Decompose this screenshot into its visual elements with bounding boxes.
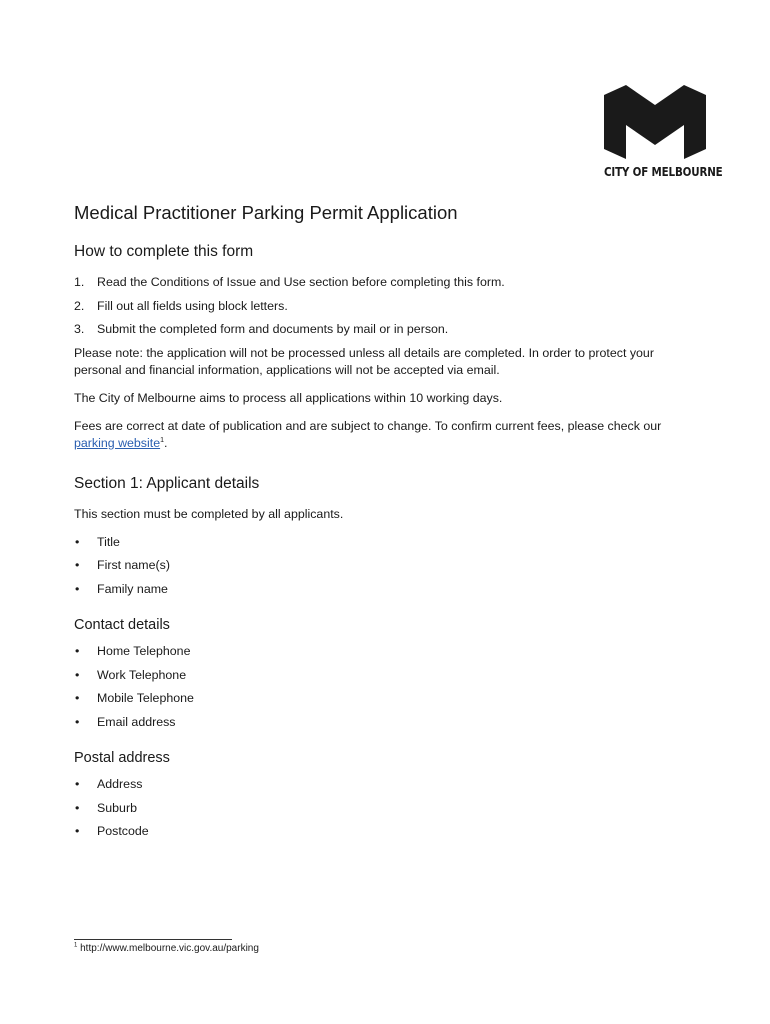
list-item: • Email address (75, 714, 176, 729)
section1-heading: Section 1: Applicant details (74, 474, 260, 492)
footnote-ref: 1 (160, 436, 164, 444)
list-item: 3. Submit the completed form and documents by mail or in person. (74, 322, 449, 336)
page-title: Medical Practitioner Parking Permit Application (74, 202, 458, 223)
postal-address-list (74, 776, 694, 840)
list-item: • Mobile Telephone (75, 691, 194, 705)
footnote-url: http://www.melbourne.vic.gov.au/parking (77, 943, 259, 954)
city-of-melbourne-logo (604, 85, 723, 179)
applicant-details-list (74, 534, 694, 598)
logo-text: CITY OF MELBOURNE (604, 165, 723, 179)
processing-paragraph: The City of Melbourne aims to process all applications within 10 working days. (74, 390, 503, 405)
contact-details-heading: Contact details (74, 617, 170, 633)
footnote: $^1$ http://www.melbourne.vic.gov.au/parking (74, 942, 259, 954)
fees-paragraph: Fees are correct at date of publication and are subject to change. To confirm current fees, please check our parking website$^1$. (74, 418, 662, 450)
list-item: • Home Telephone (75, 644, 191, 658)
contact-details-list (74, 643, 694, 731)
list-item: 2. Fill out all fields using block letters. (74, 298, 288, 313)
parking-website-link[interactable]: parking website (74, 435, 161, 450)
m-logo-icon (604, 85, 706, 159)
please-note-paragraph: Please note: the application will not be processed unless all details are completed. In order to protect your personal and financial information, applications will not be accepted via email. (74, 345, 654, 377)
list-item: • Suburb (75, 800, 137, 815)
list-item: • First name(s) (75, 558, 170, 572)
list-item: 1. Read the Conditions of Issue and Use section before completing this form. (74, 275, 505, 289)
postal-address-heading: Postal address (74, 750, 170, 766)
section1-intro: This section must be completed by all applicants. (74, 506, 344, 521)
list-item: • Family name (75, 581, 168, 596)
list-item: • Title (75, 534, 120, 549)
form-content (74, 202, 694, 847)
footnote-divider (74, 939, 232, 940)
list-item: • Postcode (75, 824, 149, 838)
how-to-heading: How to complete this form (74, 243, 254, 260)
steps-list (74, 274, 694, 338)
list-item: • Address (75, 777, 143, 791)
list-item: • Work Telephone (75, 667, 187, 682)
